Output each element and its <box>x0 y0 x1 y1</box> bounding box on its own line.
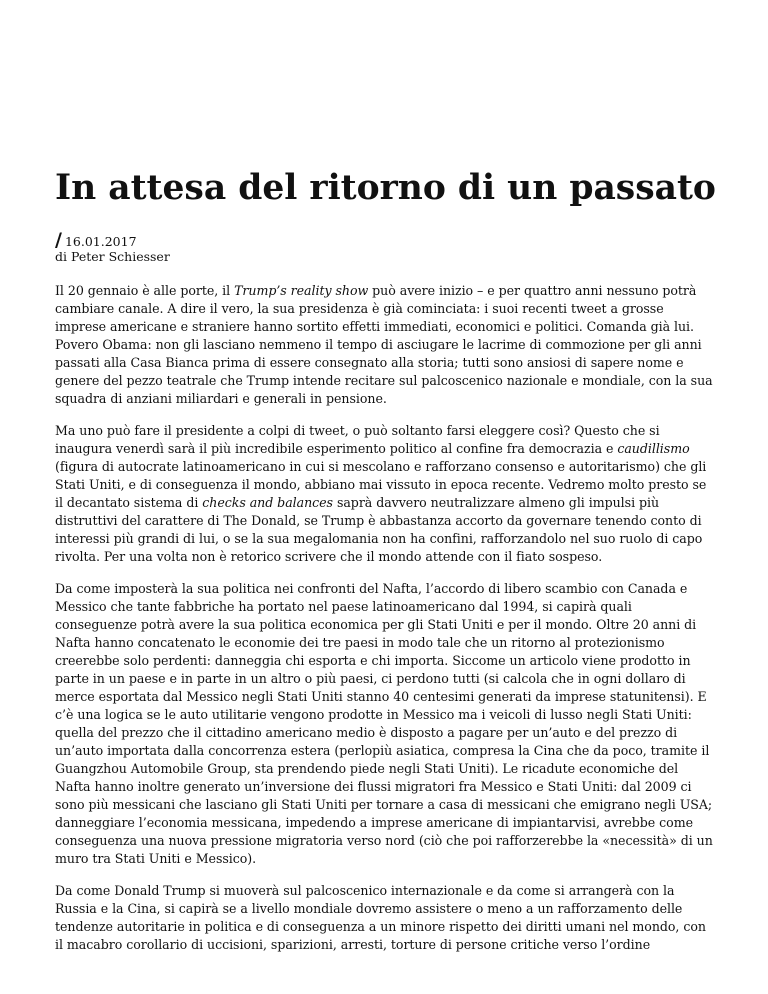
paragraph-3: Da come imposterà la sua politica nei confronti del Nafta, l’accordo di libero scambio con Canada e Messico che tante fabbriche ha portato nel paese latinoamericano dal 1994, si capirà quali conseguenze potrà avere la sua politica economica per gli Stati Uniti e per il mondo. Oltre 20 anni di Nafta hanno concatenato le economie dei tre paesi in modo tale che un ritorno al protezionismo creerebbe solo perdenti: danneggia chi esporta e chi importa. Siccome un articolo viene prodotto in parte in un paese e in parte in un altro o più paesi, ci perdono tutti (si calcola che in ogni dollaro di merce esportata dal Messico negli Stati Uniti stanno 40 centesimi generati da imprese statunitensi). E c’è una logica se le auto utilitarie vengono prodotte in Messico ma i veicoli di lusso negli Stati Uniti: quella del prezzo che il cittadino americano medio è disposto a pagare per un’auto e del prezzo di un’auto importata dalla concorrenza estera (perlopiù asiatica, compresa la Cina che da poco, tramite il Guangzhou Automobile Group, sta prendendo piede negli Stati Uniti). Le ricadute economiche del Nafta hanno inoltre generato un’inversione dei flussi migratori fra Messico e Stati Uniti: dal 2009 ci sono più messicani che lasciano gli Stati Uniti per tornare a casa di messicani che emigrano negli USA; danneggiare l’economia messicana, impedendo a imprese americane di impiantarvisi, avrebbe come conseguenza una nuova pressione migratoria verso nord (ciò che poi rafforzerebbe la «necessità» di un muro tra Stati Uniti e Messico). <box>55 581 713 866</box>
paragraph-2-italic-caudillismo: caudillismo <box>617 441 690 456</box>
meta-row <box>55 229 170 251</box>
paragraph-2-italic-checks: checks and balances <box>202 495 333 510</box>
paragraph-2-text-c: saprà davvero neutralizzare almeno gli impulsi più distruttivi del carattere di The Donald, se Trump è abbastanza accorto da governare tenendo conto di interessi più grandi di lui, o se la sua megalomania non ha confini, rafforzandolo nel suo ruolo di capo rivolta. Per una volta non è retorico scrivere che il mondo attende con il fiato sospeso. <box>55 495 703 564</box>
paragraph-2-text-a: Ma uno può fare il presidente a colpi di tweet, o può soltanto farsi eleggere così? Questo che si inaugura venerdì sarà il più incredibile esperimento politico al confine fra democrazia e <box>55 423 660 456</box>
paragraph-1-text-a: Il 20 gennaio è alle porte, il <box>55 283 235 298</box>
paragraph-2 <box>55 422 715 566</box>
paragraph-1-italic-show: Trump’s reality show <box>234 283 369 298</box>
article-title: In attesa del ritorno di un passato <box>55 168 716 208</box>
slash-separator: / <box>55 229 62 251</box>
article-meta <box>55 229 170 264</box>
author-byline: di Peter Schiesser <box>55 249 170 264</box>
paragraph-4: Da come Donald Trump si muoverà sul palcoscenico internazionale e da come si arrangerà con la Russia e la Cina, si capirà se a livello mondiale dovremo assistere o meno a un rafforzamento delle tendenze autoritarie in politica e di conseguenza a un minore rispetto dei diritti umani nel mondo, con il macabro corollario di uccisioni, sparizioni, arresti, torture di persone critiche verso l’ordine <box>55 883 706 952</box>
publication-date: 16.01.2017 <box>64 234 137 249</box>
article-body <box>55 282 715 968</box>
paragraph-2-text-b: (figura di autocrate latinoamericano in cui si mescolano e rafforzano consenso e autoritarismo) che gli Stati Uniti, e di conseguenza il mondo, abbiano mai vissuto in epoca recente. Vedremo molto presto se il decantato sistema di <box>55 459 707 510</box>
paragraph-1 <box>55 282 715 408</box>
paragraph-1-text-b: può avere inizio – e per quattro anni nessuno potrà cambiare canale. A dire il vero, la sua presidenza è già cominciata: i suoi recenti tweet a grosse imprese americane e straniere hanno sortito effetti immediati, economici e politici. Comanda già lui. Povero Obama: non gli lasciano nemmeno il tempo di asciugare le lacrime di commozione per gli anni passati alla Casa Bianca prima di essere consegnato alla storia; tutti sono ansiosi di sapere nome e genere del pezzo teatrale che Trump intende recitare sul palcoscenico nazionale e mondiale, con la sua squadra di anziani miliardari e generali in pensione. <box>55 283 713 406</box>
